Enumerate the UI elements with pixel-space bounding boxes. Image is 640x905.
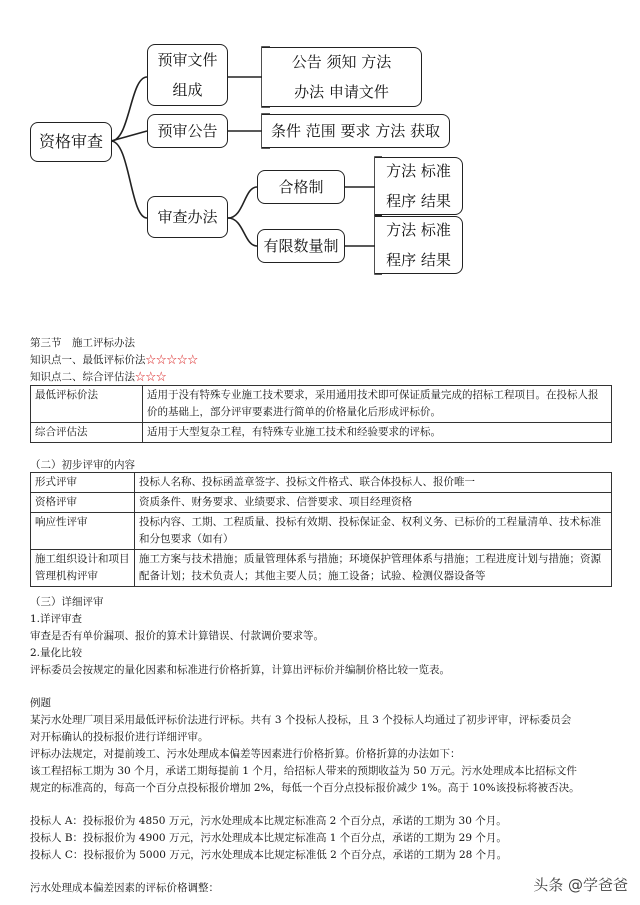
detail-heading: （三）详细评审 [30,596,104,608]
table-cell: 资质条件、财务要求、业绩要求、信誉要求、项目经理资格 [135,493,612,513]
detail-p2: 审查是否有单价漏项、报价的算术计算错误、付款调价要求等。 [30,630,324,642]
table-row [31,550,612,587]
table-cell: 最低评标价法 [31,386,143,423]
watermark: 头条 @学爸爸 [533,876,628,894]
example-last-line: 污水处理成本偏差因素的评标价格调整： [30,882,219,894]
method-table [30,385,612,443]
leaf-qualified-system: 方法 标准 程序 结果 [375,157,463,215]
branch-review-method: 审查办法 [147,196,228,238]
kp2-stars: ☆☆☆ [135,371,167,383]
node-limited-number-system: 有限数量制 [257,229,345,263]
knowledge-point-1 [30,352,198,367]
table-cell: 综合评估法 [31,423,143,443]
example-line-2: 对开标确认的投标报价进行详细评审。 [30,731,209,743]
bidder-a: 投标人 A：投标报价为 4850 万元，污水处理成本比规定标准高 2 个百分点，承诺的工期为 30 个月。 [30,815,507,827]
table-cell: 投标内容、工期、工程质量、投标有效期、投标保证金、权利义务、已标价的工程量清单、技术标准和分包要求（如有） [135,513,612,550]
detail-p3: 2.量化比较 [30,647,83,659]
detail-p4: 评标委员会按规定的量化因素和标准进行价格折算，计算出评标价并编制价格比较一览表。 [30,664,450,676]
kp1-stars: ☆☆☆☆☆ [145,354,198,366]
example-line-1: 某污水处理厂项目采用最低评标价法进行评标。共有 3 个投标人投标，且 3 个投标人均通过了初步评审，评标委员会 [30,714,572,726]
detail-p1: 1.详评审查 [30,613,83,625]
table-cell: 资格评审 [31,493,135,513]
table-cell: 适用于大型复杂工程，有特殊专业施工技术和经验要求的评标。 [143,423,612,443]
prelim-table [30,472,612,587]
table-cell: 形式评审 [31,473,135,493]
branch-prequal-notice: 预审公告 [147,114,228,148]
table-row [31,513,612,550]
table-cell: 施工组织设计和项目管理机构评审 [31,550,135,587]
bidder-c: 投标人 C：投标报价为 5000 万元，污水处理成本比规定标准低 2 个百分点，承诺的工期为 28 个月。 [30,849,508,861]
kp2-text: 知识点二、综合评估法 [30,371,135,383]
example-line-5: 规定的标准高的，每高一个百分点投标报价增加 2%，每低一个百分点投标报价减少 1%。高于 10%该投标将被否决。 [30,782,580,794]
leaf-prequal-notice: 条件 范围 要求 方法 获取 [262,114,450,148]
table-row [31,386,612,423]
table-cell: 响应性评审 [31,513,135,550]
example-line-3: 评标办法规定，对提前竣工、污水处理成本偏差等因素进行价格折算。价格折算的办法如下： [30,748,461,760]
bidder-b: 投标人 B：投标报价为 4900 万元，污水处理成本比规定标准高 1 个百分点，承诺的工期为 29 个月。 [30,832,507,844]
leaf-limited-number-system: 方法 标准 程序 结果 [375,216,463,274]
node-qualified-system: 合格制 [257,170,345,204]
example-line-4: 该工程招标工期为 30 个月，承诺工期每提前 1 个月，给招标人带来的预期收益为 50 万元。污水处理成本比招标文件 [30,765,577,777]
table-cell: 投标人名称、投标函盖章签字、投标文件格式、联合体投标人、报价唯一 [135,473,612,493]
section-title: 第三节 施工评标办法 [30,337,135,349]
mindmap-root: 资格审查 [30,122,112,162]
table-row [31,423,612,443]
branch-prequal-docs: 预审文件 组成 [147,44,228,106]
example-heading: 例题 [30,697,51,709]
kp1-text: 知识点一、最低评标价法 [30,354,146,366]
table-cell: 适用于没有特殊专业施工技术要求，采用通用技术即可保证质量完成的招标工程项目。在投标人报价的基础上，部分评审要素进行简单的价格量化后形成评标价。 [143,386,612,423]
leaf-prequal-docs: 公告 须知 方法 办法 申请文件 [262,47,422,107]
knowledge-point-2 [30,369,167,384]
table-cell: 施工方案与技术措施；质量管理体系与措施；环境保护管理体系与措施；工程进度计划与措施；资源配备计划；技术负责人；其他主要人员；施工设备；试验、检测仪器设备等 [135,550,612,587]
prelim-heading: （二）初步评审的内容 [30,459,135,471]
table-row [31,473,612,493]
table-row [31,493,612,513]
